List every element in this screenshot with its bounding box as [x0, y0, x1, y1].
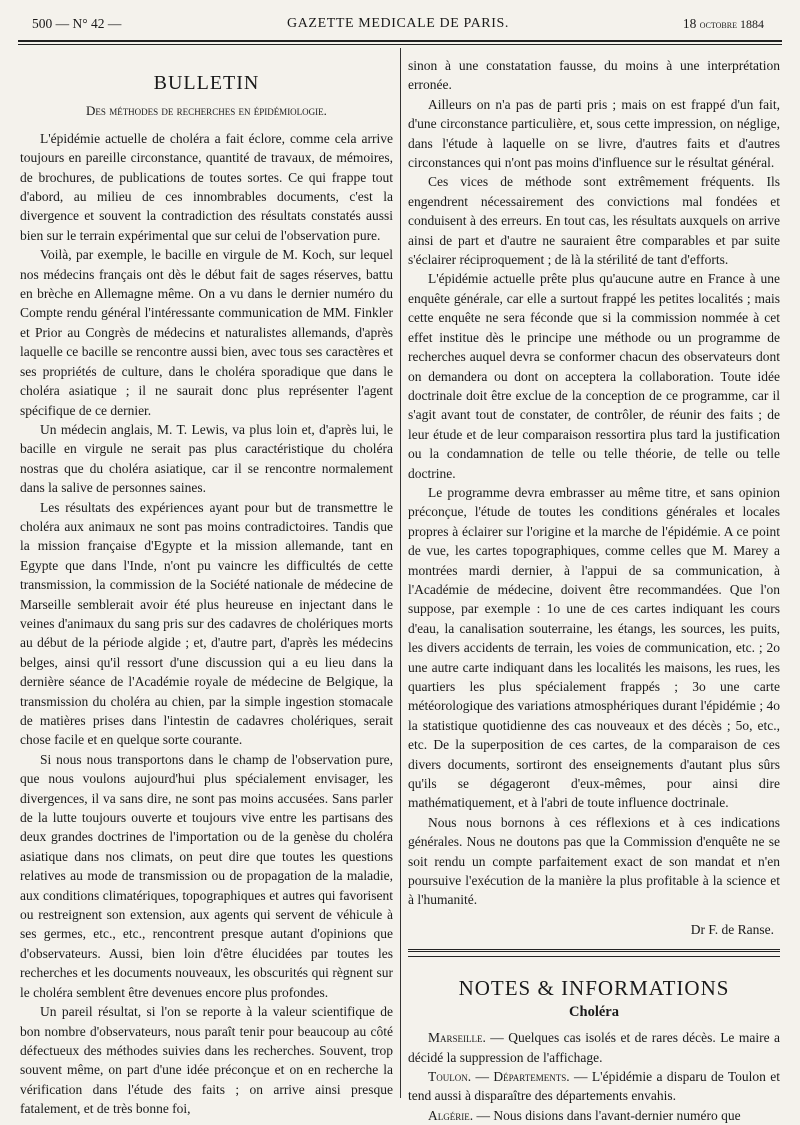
notes-subtitle: Choléra — [569, 1003, 619, 1020]
paragraph: Un médecin anglais, M. T. Lewis, va plus loin et, d'après lui, le bacille en virgule ne serait pas plus caractéristique du choléra nostras que du choléra asiatique, car il se rencontre normalement dans la salive de personnes saines. — [20, 421, 393, 496]
paragraph: L'épidémie actuelle de choléra a fait éclore, comme cela arrive toujours en pareille circonstance, quantité de travaux, de mémoires, de brochures, de publications de toutes sortes. Ce qui frappe tout d'abord, au milieu de ces innombrables documents, c'est la divergence et souvent la contradiction des résultats constatés aussi bien sur le terrain expérimental que sur celui de l'observation pure. — [20, 130, 393, 243]
paragraph: Ailleurs on n'a pas de parti pris ; mais on est frappé d'un fait, d'une circonstance particulière, et, sous cette impression, on néglige, dans l'étude à laquelle on se livre, d'autres faits et d'autres circonstances qui n'ont pas moins d'influence sur le résultat général. — [408, 96, 780, 171]
paragraph: Si nous nous transportons dans le champ de l'observation pure, que nous voulons aujourd'hui plus spécialement envisager, les divergences, il va sans dire, ne sont pas moins accusées. Sans parler de la lutte toujours ouverte et toujours vive entre les partisans des deux grandes doctrines de l'importation ou de la genèse du choléra asiatique dans nos climats, on peut dire que toutes les questions relatives au mode de transmission ou de propagation de la maladie, aux conditions climatériques, topographiques et autres qui favorisent ou restreignent son extension, aux agents qui servent de véhicule à ses germes, etc., etc., rencontrent presque autant d'opinions que d'observateurs. Aussi, bien loin d'être élucidées par toutes les recherches et les documents nouveaux, les obscurités qui règnent sur le choléra semblent être devenues encore plus profondes. — [20, 751, 393, 1000]
notes-title: NOTES & INFORMATIONS — [458, 976, 730, 1001]
bulletin-title: BULLETIN — [153, 72, 260, 94]
header-rule — [18, 40, 782, 42]
page-number: 500 — N° 42 — — [32, 16, 122, 31]
paragraph: Voilà, par exemple, le bacille en virgule de M. Koch, sur lequel nos médecins français ont dès le début fait de sages réserves, battu en brèche en Allemagne même. On a vu dans le dernier numéro du Compte rendu général l'intéressante communication de MM. Finkler et Prior au Congrès de médecins et naturalistes allemands, d'après laquelle ce bacille se rencontre aussi bien, avec tous ses caractères et ses propriétés de culture, dans le choléra sporadique que dans le choléra asiatique ; il ne saurait donc plus représenter l'agent spécifique de ce dernier. — [20, 247, 393, 418]
section-separator — [408, 949, 780, 957]
paragraph: Nous nous bornons à ces réflexions et à ces indications générales. Nous ne doutons pas que la Commission d'enquête ne se soit rendu un compte parfaitement exact de son mandat et n'en poursuive l'exécution de la manière la plus profitable à la science et à l'humanité. — [408, 814, 780, 908]
paragraph: L'épidémie actuelle prête plus qu'aucune autre en France à une enquête générale, car elle a surtout frappé les petites localités ; mais cette enquête ne sera féconde que si la commission nommée à cet effet institue dès le principe une méthode ou un programme de recherches auquel devra se conformer chacun des observateurs dont on demandera ou dont on acceptera la collaboration. Toute idée doctrinale doit être exclue de la conception de ce programme, car il s'agit avant tout de constater, de contrôler, de réunir des faits ; de leur étude et de leur comparaison ressortira plus tard la justification ou la condamnation de telle ou telle théorie, de telle ou telle doctrine. — [408, 271, 780, 481]
paragraph: sinon à une constatation fausse, du moins à une interprétation erronée. — [408, 58, 780, 93]
paragraph: Ces vices de méthode sont extrêmement fréquents. Ils engendrent nécessairement des convictions mal fondées et conduisent à des erreurs. En tout cas, les résultats auxquels on arrive ainsi de part et d'autre ne sauraient être comparables et par suite s'éclairer réciproquement ; de là la stérilité de tant d'efforts. — [408, 174, 780, 268]
header-rule-thin — [18, 44, 782, 45]
issue-number: N° 42 — [72, 16, 105, 31]
column-divider — [400, 48, 401, 1098]
news-item: Marseille. — Quelques cas isolés et de rares décès. Le maire a décidé la suppression de l'affichage. — [408, 1030, 780, 1065]
right-column — [408, 56, 780, 1125]
news-item: Algérie. — Nous disions dans l'avant-dernier numéro que — [428, 1107, 741, 1123]
bulletin-subtitle: Des méthodes de recherches en épidémiologie. — [86, 103, 327, 119]
page-header — [32, 14, 764, 36]
author-signature: Dr F. de Ranse. — [690, 921, 774, 937]
news-item: Toulon. — Départements. — L'épidémie a disparu de Toulon et tend aussi à disparaître des départements envahis. — [408, 1068, 781, 1104]
paragraph: Le programme devra embrasser au même titre, et sans opinion préconçue, l'étude de toutes les conditions générales et locales propres à éclairer sur l'origine et la marche de l'épidémie. A ce point de vue, les cartes topographiques, comme celles que M. Marey a montrées mardi dernier, à l'appui de sa communication, à l'Académie de médecine, doivent être recommandées. Que l'on suppose, par exemple : 1o une de ces cartes indiquant les cours d'eau, la canalisation souterraine, les étangs, les sources, les puits, les divers accidents de terrain, les voies de communication, etc. ; 2o une autre carte indiquant dans les localités les maisons, les rues, les quartiers les plus spécialement frappés ; 3o une carte météorologique des variations atmosphériques durant l'épidémie ; 4o la statistique quotidienne des cas nouveaux et des décès ; 5o, etc., etc. De la superposition de ces cartes, de la comparaison de ces divers documents, sortiront des enseignements d'autant plus sûrs qu'ils se dégageront d'eux-mêmes, pour ainsi dire mathématiquement, et à l'abri de toute influence doctrinale. — [408, 484, 780, 811]
paragraph: Un pareil résultat, si l'on se reporte à la valeur scientifique de bon nombre d'observateurs, nous paraît tenir pour beaucoup au côté défectueux des méthodes suivies dans les recherches. Souvent, trop souvent même, on part d'une idée préconçue et on en recherche la vérification dans l'étude des faits ; on arrive ainsi presque fatalement, et de très bonne foi, — [20, 1004, 393, 1117]
issue-date: 18 octobre 1884 — [682, 16, 764, 31]
left-column — [20, 56, 393, 1119]
paragraph: Les résultats des expériences ayant pour but de transmettre le choléra aux animaux ne sont pas moins contradictoires. Tandis que la mission française d'Egypte et la mission allemande, tant en Egypte que dans l'Inde, n'ont pu vaincre les difficultés de cette transmission, la commission de la Société nationale de médecine de Marseille semblerait avoir été plus heureuse en injectant dans le veines d'animaux du sang pris sur des cadavres de cholériques morts au début de la période algide ; et, d'autre part, d'après les médecins belges, ainsi qu'il ressort d'une discussion qui a eu lieu dans la dernière séance de l'Académie royale de médecine de Belgique, la transmission du choléra au chien, par la simple ingestion stomacale de matières prises dans l'intestin de cadavres cholériques, serait chose facile et en quelque sorte courante. — [20, 499, 393, 748]
journal-title: GAZETTE MEDICALE DE PARIS. — [287, 16, 509, 31]
